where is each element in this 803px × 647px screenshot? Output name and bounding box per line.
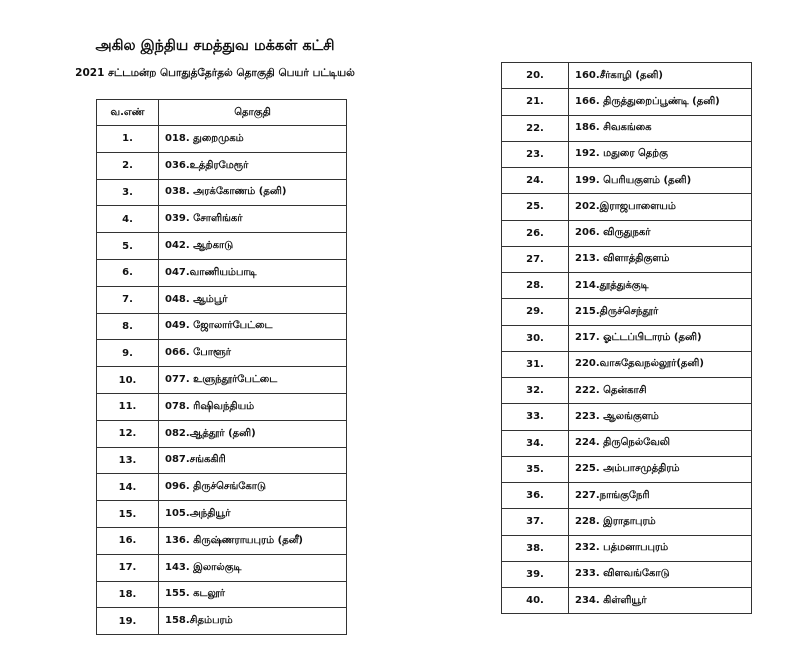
constituency-name-cell: 199. பெரியகுளம் (தனி) bbox=[569, 168, 752, 194]
constituency-name-cell: 078. ரிஷிவந்தியம் bbox=[159, 393, 347, 420]
table-row bbox=[502, 220, 752, 246]
serial-number-cell: 12. bbox=[97, 420, 159, 447]
constituency-name-cell: 192. மதுரை தெற்கு bbox=[569, 141, 752, 167]
constituency-table-left bbox=[96, 99, 347, 635]
table-row bbox=[97, 340, 347, 367]
table-row bbox=[97, 393, 347, 420]
serial-number-cell: 13. bbox=[97, 447, 159, 474]
constituency-name-cell: 227.நாங்குநேரி bbox=[569, 483, 752, 509]
serial-number-cell: 26. bbox=[502, 220, 569, 246]
constituency-name-cell: 220.வாசுதேவநல்லூர்(தனி) bbox=[569, 351, 752, 377]
constituency-name-cell: 105.அந்தியூர் bbox=[159, 501, 347, 528]
serial-number-cell: 14. bbox=[97, 474, 159, 501]
left-table-body bbox=[97, 126, 347, 635]
constituency-name-cell: 225. அம்பாசமுத்திரம் bbox=[569, 456, 752, 482]
constituency-name-cell: 222. தென்காசி bbox=[569, 378, 752, 404]
constituency-name-cell: 214.தூத்துக்குடி bbox=[569, 273, 752, 299]
table-row bbox=[97, 206, 347, 233]
serial-number-cell: 7. bbox=[97, 286, 159, 313]
constituency-name-cell: 155. கடலூர் bbox=[159, 581, 347, 608]
table-row bbox=[502, 404, 752, 430]
table-row bbox=[502, 325, 752, 351]
constituency-name-cell: 160.சீர்காழி (தனி) bbox=[569, 63, 752, 89]
constituency-name-cell: 206. விருதுநகர் bbox=[569, 220, 752, 246]
table-row bbox=[97, 259, 347, 286]
table-row bbox=[502, 115, 752, 141]
table-row bbox=[502, 535, 752, 561]
serial-number-cell: 27. bbox=[502, 246, 569, 272]
serial-number-cell: 2. bbox=[97, 152, 159, 179]
serial-number-cell: 3. bbox=[97, 179, 159, 206]
serial-number-cell: 40. bbox=[502, 588, 569, 614]
constituency-name-cell: 082.ஆத்தூர் (தனி) bbox=[159, 420, 347, 447]
document-title: அகில இந்திய சமத்துவ மக்கள் கட்சி bbox=[95, 38, 335, 54]
table-row bbox=[502, 430, 752, 456]
serial-number-cell: 6. bbox=[97, 259, 159, 286]
constituency-name-cell: 066. போளூர் bbox=[159, 340, 347, 367]
serial-number-cell: 11. bbox=[97, 393, 159, 420]
serial-number-cell: 1. bbox=[97, 126, 159, 153]
table-row bbox=[502, 299, 752, 325]
table-row bbox=[502, 168, 752, 194]
serial-number-cell: 21. bbox=[502, 89, 569, 115]
serial-number-cell: 19. bbox=[97, 608, 159, 635]
serial-number-cell: 17. bbox=[97, 554, 159, 581]
table-row bbox=[502, 378, 752, 404]
constituency-name-cell: 232. பத்மனாபபுரம் bbox=[569, 535, 752, 561]
table-row bbox=[502, 588, 752, 614]
serial-number-cell: 18. bbox=[97, 581, 159, 608]
serial-number-cell: 34. bbox=[502, 430, 569, 456]
table-row bbox=[502, 561, 752, 587]
serial-number-cell: 10. bbox=[97, 367, 159, 394]
serial-number-cell: 31. bbox=[502, 351, 569, 377]
table-header-row bbox=[97, 100, 347, 126]
table-row bbox=[502, 194, 752, 220]
constituency-name-cell: 038. அரக்கோணம் (தனி) bbox=[159, 179, 347, 206]
table-row bbox=[502, 456, 752, 482]
serial-number-cell: 16. bbox=[97, 527, 159, 554]
constituency-name-cell: 048. ஆம்பூர் bbox=[159, 286, 347, 313]
serial-number-cell: 33. bbox=[502, 404, 569, 430]
table-row bbox=[502, 509, 752, 535]
serial-number-cell: 9. bbox=[97, 340, 159, 367]
constituency-name-cell: 018. துறைமுகம் bbox=[159, 126, 347, 153]
constituency-name-cell: 202.இராஜபாளையம் bbox=[569, 194, 752, 220]
right-table-body bbox=[502, 63, 752, 614]
serial-number-cell: 30. bbox=[502, 325, 569, 351]
constituency-name-cell: 143. இலால்குடி bbox=[159, 554, 347, 581]
constituency-name-cell: 186. சிவகங்கை bbox=[569, 115, 752, 141]
serial-number-cell: 5. bbox=[97, 233, 159, 260]
document-subtitle: 2021 சட்டமன்ற பொதுத்தேர்தல் தொகுதி பெயர் பட்டியல் bbox=[75, 67, 355, 79]
table-row bbox=[97, 233, 347, 260]
serial-number-cell: 25. bbox=[502, 194, 569, 220]
table-row bbox=[97, 420, 347, 447]
table-row bbox=[97, 501, 347, 528]
serial-number-cell: 15. bbox=[97, 501, 159, 528]
constituency-name-cell: 136. கிருஷ்ணராயபுரம் (தனீ) bbox=[159, 527, 347, 554]
table-row bbox=[97, 554, 347, 581]
table-row bbox=[97, 126, 347, 153]
serial-number-cell: 32. bbox=[502, 378, 569, 404]
constituency-name-cell: 158.சிதம்பரம் bbox=[159, 608, 347, 635]
constituency-name-cell: 233. விளவங்கோடு bbox=[569, 561, 752, 587]
table-row bbox=[502, 351, 752, 377]
table-row bbox=[97, 527, 347, 554]
constituency-name-cell: 166. திருத்துறைப்பூண்டி (தனி) bbox=[569, 89, 752, 115]
constituency-name-cell: 217. ஓட்டப்பிடாரம் (தனி) bbox=[569, 325, 752, 351]
table-row bbox=[97, 581, 347, 608]
constituency-name-cell: 039. சோளிங்கர் bbox=[159, 206, 347, 233]
serial-number-cell: 20. bbox=[502, 63, 569, 89]
table-row bbox=[502, 89, 752, 115]
constituency-name-cell: 049. ஜோலார்பேட்டை bbox=[159, 313, 347, 340]
serial-number-cell: 23. bbox=[502, 141, 569, 167]
serial-number-cell: 37. bbox=[502, 509, 569, 535]
serial-number-cell: 29. bbox=[502, 299, 569, 325]
serial-number-cell: 22. bbox=[502, 115, 569, 141]
serial-number-cell: 24. bbox=[502, 168, 569, 194]
table-row bbox=[97, 447, 347, 474]
serial-number-cell: 36. bbox=[502, 483, 569, 509]
constituency-name-cell: 213. விளாத்திகுளம் bbox=[569, 246, 752, 272]
table-row bbox=[97, 286, 347, 313]
table-row bbox=[97, 367, 347, 394]
serial-number-cell: 4. bbox=[97, 206, 159, 233]
serial-header: வ.எண் bbox=[97, 100, 159, 126]
constituency-name-cell: 077. உளுந்தூர்பேட்டை bbox=[159, 367, 347, 394]
constituency-name-cell: 042. ஆற்காடு bbox=[159, 233, 347, 260]
table-row bbox=[502, 63, 752, 89]
constituency-name-cell: 096. திருச்செங்கோடு bbox=[159, 474, 347, 501]
serial-number-cell: 8. bbox=[97, 313, 159, 340]
constituency-name-cell: 087.சங்ககிரி bbox=[159, 447, 347, 474]
table-row bbox=[97, 179, 347, 206]
constituency-header: தொகுதி bbox=[159, 100, 347, 126]
constituency-name-cell: 234. கிள்ளியூர் bbox=[569, 588, 752, 614]
serial-number-cell: 28. bbox=[502, 273, 569, 299]
constituency-name-cell: 224. திருநெல்வேலி bbox=[569, 430, 752, 456]
constituency-name-cell: 223. ஆலங்குளம் bbox=[569, 404, 752, 430]
constituency-name-cell: 036.உத்திரமேரூர் bbox=[159, 152, 347, 179]
constituency-name-cell: 047.வாணியம்பாடி bbox=[159, 259, 347, 286]
table-row bbox=[97, 608, 347, 635]
serial-number-cell: 38. bbox=[502, 535, 569, 561]
table-row bbox=[97, 152, 347, 179]
serial-number-cell: 35. bbox=[502, 456, 569, 482]
table-row bbox=[97, 474, 347, 501]
table-row bbox=[502, 273, 752, 299]
constituency-name-cell: 228. இராதாபுரம் bbox=[569, 509, 752, 535]
constituency-name-cell: 215.திருச்செந்தூர் bbox=[569, 299, 752, 325]
serial-number-cell: 39. bbox=[502, 561, 569, 587]
table-row bbox=[97, 313, 347, 340]
table-row bbox=[502, 483, 752, 509]
constituency-table-right bbox=[501, 62, 752, 614]
table-row bbox=[502, 141, 752, 167]
table-row bbox=[502, 246, 752, 272]
